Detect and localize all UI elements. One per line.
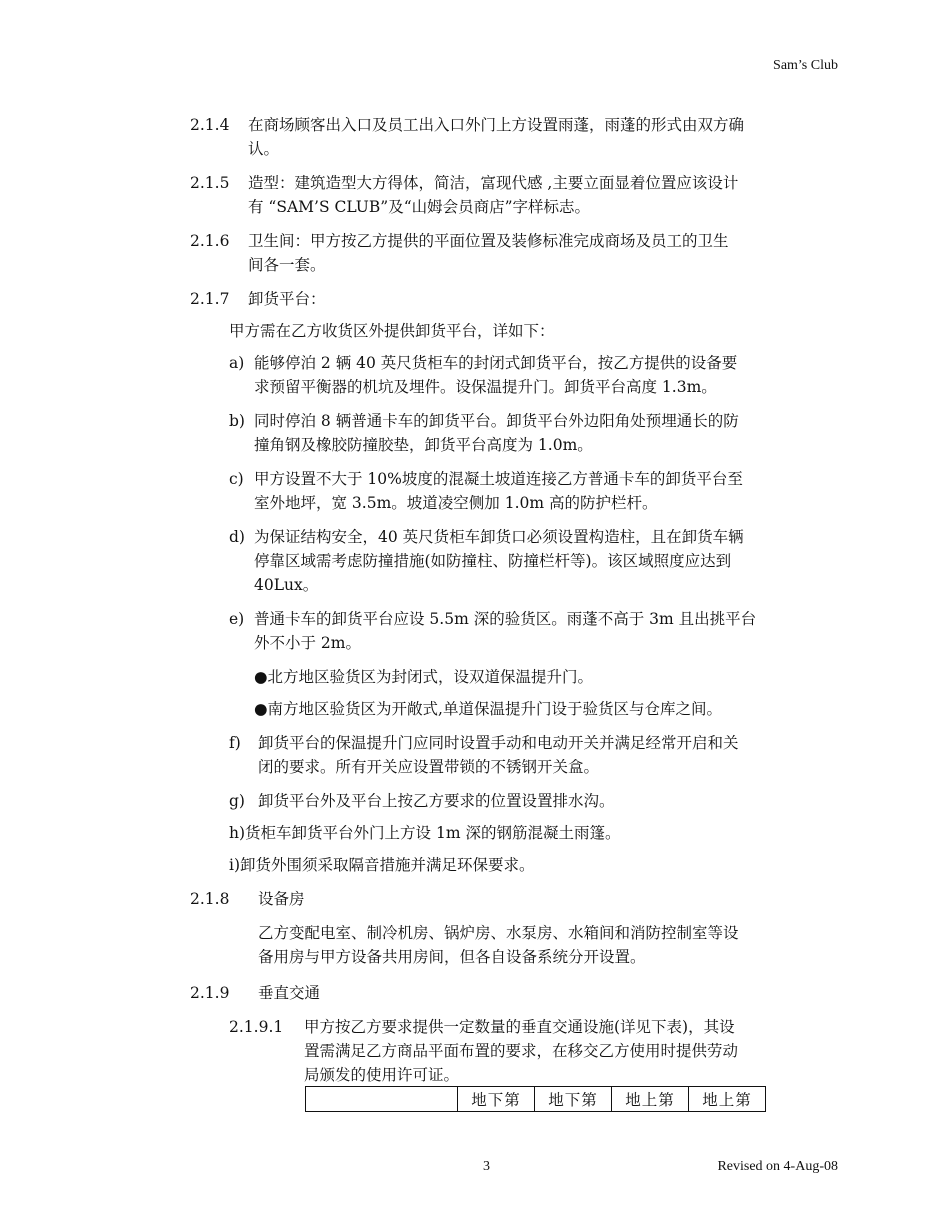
section-title: 卸货平台： — [248, 290, 326, 308]
section-number: 2.1.4 — [190, 116, 230, 134]
list-item-line: 闭的要求。所有开关应设置带锁的不锈钢开关盒。 — [258, 758, 600, 776]
list-marker: b) — [229, 412, 245, 430]
paragraph-line: 局颁发的使用许可证。 — [304, 1066, 460, 1084]
section-title: 垂直交通 — [258, 984, 321, 1002]
page-header: Sam’s Club — [773, 58, 838, 73]
paragraph-line: 乙方变配电室、制冷机房、锅炉房、水泵房、水箱间和消防控制室等设 — [258, 924, 739, 942]
list-item-line: i)卸货外围须采取隔音措施并满足环保要求。 — [229, 856, 535, 874]
list-item-line: 停靠区域需考虑防撞措施(如防撞柱、防撞栏杆等)。该区域照度应达到 — [254, 552, 732, 570]
list-item-line: 卸货平台外及平台上按乙方要求的位置设置排水沟。 — [258, 792, 615, 810]
list-marker: g) — [229, 792, 245, 810]
list-item-line: 外不小于 2m。 — [254, 634, 361, 652]
revision-date: Revised on 4-Aug-08 — [717, 1159, 838, 1174]
list-marker: a) — [229, 354, 245, 372]
list-item-line: 室外地坪，宽 3.5m。坡道凌空侧加 1.0m 高的防护栏杆。 — [254, 494, 658, 512]
paragraph-line: 间各一套。 — [248, 256, 326, 274]
page-number: 3 — [483, 1159, 490, 1174]
list-item-line: 40Lux。 — [254, 576, 319, 594]
list-item-line: 甲方设置不大于 10%坡度的混凝土坡道连接乙方普通卡车的卸货平台至 — [254, 470, 743, 488]
bullet-item: ●南方地区验货区为开敞式,单道保温提升门设于验货区与仓库之间。 — [254, 700, 722, 718]
list-marker: e) — [229, 610, 245, 628]
table-header-cell: 地上第 — [612, 1087, 689, 1112]
paragraph-line: 造型：建筑造型大方得体，简洁，富现代感 ,主要立面显着位置应该设计 — [248, 174, 739, 192]
list-item-line: 能够停泊 2 辆 40 英尺货柜车的封闭式卸货平台，按乙方提供的设备要 — [254, 354, 738, 372]
paragraph-line: 有 “SAM’S CLUB”及“山姆会员商店”字样标志。 — [248, 198, 591, 216]
table-header-cell: 地下第 — [458, 1087, 535, 1112]
paragraph-line: 甲方需在乙方收货区外提供卸货平台，详如下： — [229, 322, 555, 340]
list-item-line: 同时停泊 8 辆普通卡车的卸货平台。卸货平台外边阳角处预埋通长的防 — [254, 412, 739, 430]
section-number: 2.1.6 — [190, 232, 230, 250]
table-header-cell: 地上第 — [689, 1087, 766, 1112]
list-item-line: 普通卡车的卸货平台应设 5.5m 深的验货区。雨蓬不高于 3m 且出挑平台 — [254, 610, 757, 628]
paragraph-line: 置需满足乙方商品平面布置的要求，在移交乙方使用时提供劳动 — [304, 1042, 739, 1060]
paragraph-line: 备用房与甲方设备共用房间，但各自设备系统分开设置。 — [258, 948, 646, 966]
list-item-line: 撞角钢及橡胶防撞胶垫，卸货平台高度为 1.0m。 — [254, 436, 593, 454]
section-number: 2.1.7 — [190, 290, 230, 308]
paragraph-line: 在商场顾客出入口及员工出入口外门上方设置雨蓬，雨蓬的形式由双方确 — [248, 116, 745, 134]
bullet-item: ●北方地区验货区为封闭式，设双道保温提升门。 — [254, 668, 594, 686]
paragraph-line: 认。 — [248, 140, 280, 158]
section-title: 设备房 — [258, 890, 305, 908]
list-item-line: 卸货平台的保温提升门应同时设置手动和电动开关并满足经常开启和关 — [258, 734, 739, 752]
section-number: 2.1.8 — [190, 890, 230, 908]
section-number: 2.1.9.1 — [229, 1018, 284, 1036]
paragraph-line: 卫生间：甲方按乙方提供的平面位置及装修标准完成商场及员工的卫生 — [248, 232, 729, 250]
list-marker: f) — [229, 734, 241, 752]
vertical-transport-table — [305, 1086, 766, 1112]
table-header-cell — [306, 1087, 458, 1112]
list-item-line: 求预留平衡器的机坑及埋件。设保温提升门。卸货平台高度 1.3m。 — [254, 378, 717, 396]
section-number: 2.1.5 — [190, 174, 230, 192]
table-header-cell: 地下第 — [535, 1087, 612, 1112]
list-marker: d) — [229, 528, 245, 546]
list-marker: c) — [229, 470, 244, 488]
section-number: 2.1.9 — [190, 984, 230, 1002]
table-header-row — [306, 1087, 766, 1112]
list-item-line: 为保证结构安全，40 英尺货柜车卸货口必须设置构造柱，且在卸货车辆 — [254, 528, 744, 546]
paragraph-line: 甲方按乙方要求提供一定数量的垂直交通设施(详见下表)，其设 — [304, 1018, 735, 1036]
list-item-line: h)货柜车卸货平台外门上方设 1m 深的钢筋混凝土雨篷。 — [229, 824, 621, 842]
